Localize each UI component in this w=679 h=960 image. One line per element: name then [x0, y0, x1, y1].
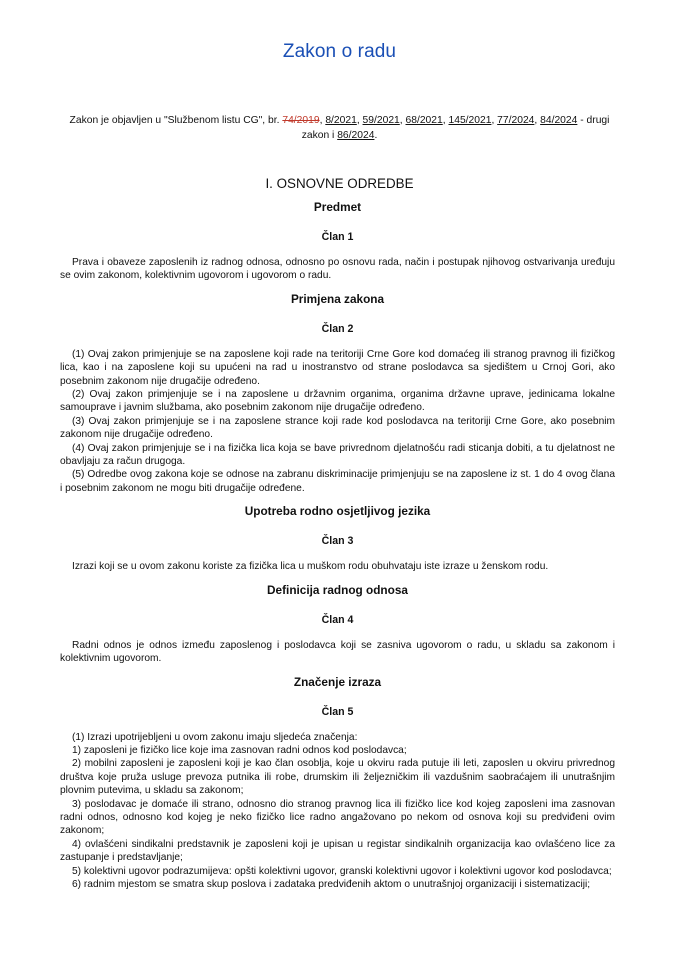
- gazette-reference: Zakon je objavljen u "Službenom listu CG", br. 74/2019, 8/2021, 59/2021, 68/2021, 145/2021, 77/2024, 84/2024 - drugi zakon i 86/2024.: [69, 115, 610, 141]
- article-5-item: 2) mobilni zaposleni je zaposleni koji je kao član osoblja, koje u okviru rada putuje ili leti, zaposlen u okviru privrednog društva koje pruža usluge prevoza putnika ili robe, drumskim ili željezničkim ili vazdušnim saobraćajem ili unutrašnjim plovnim putevima, u skladu sa zakonom;: [60, 758, 615, 797]
- article-2-paragraph: (2) Ovaj zakon primjenjuje se i na zaposlene u državnim organima, organima državne uprave, jedinicama lokalne samouprave i javnim službama, ako posebnim zakonom nije drugačije određeno.: [60, 389, 615, 414]
- article-5-item: 5) kolektivni ugovor podrazumijeva: opšti kolektivni ugovor, granski kolektivni ugovor i kolektivni ugovor kod poslodavca;: [72, 865, 612, 877]
- gazette-link-3[interactable]: 68/2021: [405, 115, 443, 126]
- article-3-text: Izrazi koji se u ovom zakonu koriste za fizička lica u muškom rodu obuhvataju iste izraze u ženskom rodu.: [72, 561, 549, 573]
- article-5-paragraph: (1) Izrazi upotrijebljeni u ovom zakonu imaju sljedeća značenja:: [72, 731, 358, 743]
- article-4-number: Član 4: [321, 613, 354, 626]
- article-5-item: 3) poslodavac je domaće ili strano, odnosno dio stranog pravnog lica ili fizičko lice kod kojeg zaposleni ima zasnovan radni odnos, odnosno kod kojeg je neko fizičko lice radno angažovano po nekom od osnova koji su predviđeni ovim zakonom;: [60, 798, 615, 837]
- article-gender-language-heading: Upotreba rodno osjetljivog jezika: [244, 504, 431, 519]
- article-1-text: Prava i obaveze zaposlenih iz radnog odnosa, odnosno po osnovu rada, način i postupak njihovog ostvarivanja uređuju se ovim zakonom, kolektivnim ugovorom i ugovorom o radu.: [60, 257, 615, 282]
- gazette-middle: - drugi zakon i: [301, 115, 610, 141]
- article-2-paragraph: (4) Ovaj zakon primjenjuje se i na fizička lica koja se bave privrednom djelatnošću radi sticanja dobiti, a tu djelatnost ne obavljaju za račun drugoga.: [60, 442, 615, 468]
- article-2-paragraph: (5) Odredbe ovog zakona koje se odnose na zabranu diskriminacije primjenjuju se na zaposlene iz st. 1 do 4 ovog člana i posebnim zakonom ne mogu biti drugačije određene.: [60, 469, 615, 494]
- article-5-item: 1) zaposleni je fizičko lice koje ima zasnovan radni odnos kod poslodavca;: [72, 744, 407, 756]
- article-4-text: Radni odnos je odnos između zaposlenog i poslodavca koji se zasniva ugovorom o radu, u skladu sa zakonom i kolektivnim ugovorom.: [60, 639, 615, 665]
- gazette-link-5[interactable]: 77/2024: [497, 115, 535, 126]
- article-2-number: Član 2: [321, 322, 354, 335]
- article-subject-heading: Predmet: [313, 200, 362, 214]
- article-5-number: Član 5: [321, 705, 354, 718]
- article-1-number: Član 1: [321, 231, 354, 243]
- gazette-link-0[interactable]: 74/2019: [282, 115, 320, 126]
- article-scope-heading: Primjena zakona: [290, 291, 385, 306]
- gazette-prefix: Zakon je objavljen u "Službenom listu CG", br.: [69, 115, 280, 126]
- article-definition-heading: Definicija radnog odnosa: [267, 582, 408, 597]
- article-3-number: Član 3: [321, 535, 354, 548]
- gazette-link-4[interactable]: 145/2021: [448, 115, 492, 126]
- gazette-link-6[interactable]: 84/2024: [540, 115, 578, 126]
- article-5-item: 4) ovlašćeni sindikalni predstavnik je zaposleni koji je upisan u registar sindikalnih organizacija kao ovlašćeno lice za zastupanje i predstavljanje;: [60, 838, 615, 864]
- document-title: Zakon o radu: [282, 41, 397, 62]
- article-5-item: 6) radnim mjestom se smatra skup poslova i zadataka predviđenih aktom o unutrašnjoj organizaciji i sistematizaciji;: [72, 878, 591, 890]
- gazette-link-1[interactable]: 8/2021: [325, 115, 357, 126]
- document-body: [60, 200, 615, 891]
- gazette-link-2[interactable]: 59/2021: [362, 115, 400, 126]
- article-2-paragraph: (1) Ovaj zakon primjenjuje se na zaposlene koji rade na teritoriji Crne Gore kod domaćeg ili stranog pravnog ili fizičkog lica, kao i na zaposlene koji su upućeni na rad u inostranstvo od strane poslodavca sa sjedištem u Crnoj Gori, ako posebnim zakonom nije drugačije određeno.: [60, 348, 615, 387]
- section-heading: I. OSNOVNE ODREDBE: [265, 176, 414, 191]
- article-2-paragraph: (3) Ovaj zakon primjenjuje se i na zaposlene strance koji rade kod poslodavca na teritoriji Crne Gore, ako posebnim zakonom nije drugačije određeno.: [60, 415, 615, 441]
- article-terms-heading: Značenje izraza: [293, 674, 382, 689]
- gazette-link-7[interactable]: 86/2024: [337, 130, 375, 141]
